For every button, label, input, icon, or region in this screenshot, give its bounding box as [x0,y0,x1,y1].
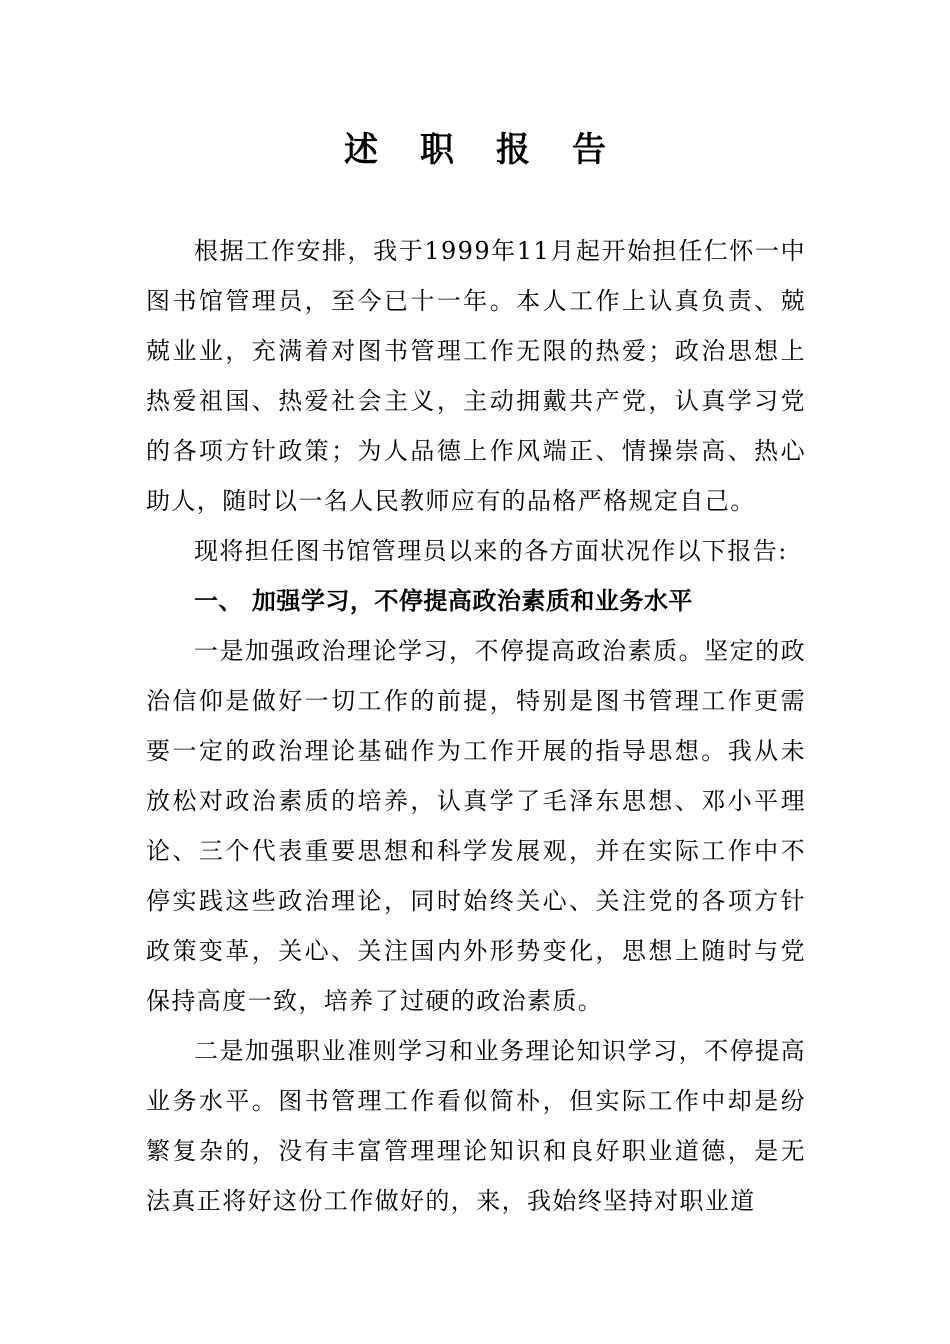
document-body [146,226,806,1226]
paragraph-political-study: 一是加强政治理论学习，不停提高政治素质。坚定的政治信仰是做好一切工作的前提，特别是图书管理工作更需要一定的政治理论基础作为工作开展的指导思想。我从未放松对政治素质的培养，认真学了毛泽东思想、邓小平理论、三个代表重要思想和科学发展观，并在实际工作中不停实践这些政治理论，同时始终关心、关注党的各项方针政策变革，关心、关注国内外形势变化，思想上随时与党保持高度一致，培养了过硬的政治素质。 [146,637,806,1015]
paragraph-professional-study: 二是加强职业准则学习和业务理论知识学习，不停提高业务水平。图书管理工作看似简朴，但实际工作中却是纷繁复杂的，没有丰富管理理论知识和良好职业道德，是无法真正将好这份工作做好的，来，我始终坚持对职业道 [146,1037,806,1215]
page-title: 述职报告 [344,130,648,170]
section-heading-1: 一、 加强学习，不停提高政治素质和业务水平 [194,587,693,615]
paragraph-report-lead: 现将担任图书馆管理员以来的各方面状况作以下报告: [194,537,788,565]
paragraph-intro: 根据工作安排，我于1999年11月起开始担任仁怀一中图书馆管理员，至今已十一年。本人工作上认真负责、兢兢业业，充满着对图书管理工作无限的热爱；政治思想上热爱祖国、热爱社会主义，主动拥戴共产党，认真学习党的各项方针政策；为人品德上作风端正、情操崇高、热心助人，随时以一名人民教师应有的品格严格规定自己。 [146,237,806,515]
